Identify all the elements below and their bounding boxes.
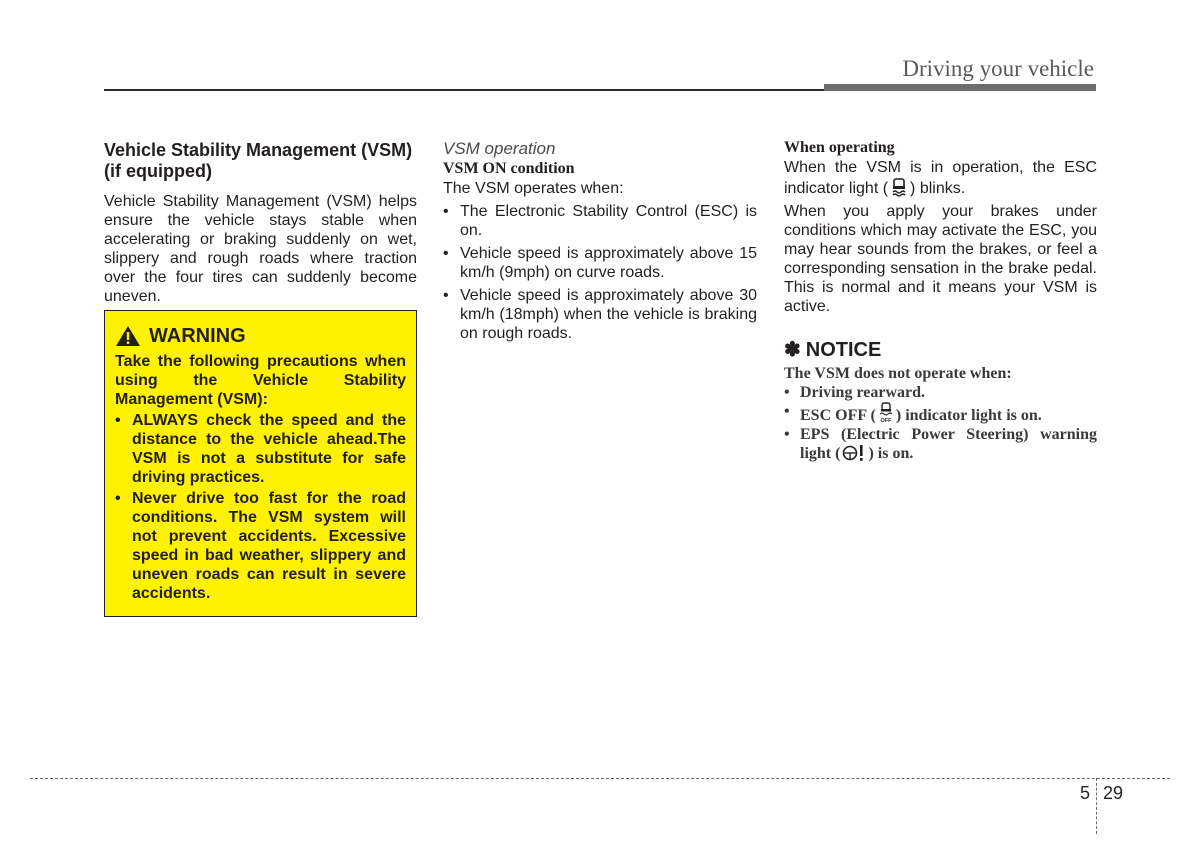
warning-triangle-icon xyxy=(115,325,141,347)
warning-intro: Take the following precautions when using the Vehicle Stability Management (VSM): xyxy=(115,353,406,408)
brake-paragraph: When you apply your brakes under conditions which may activate the ESC, you may hear sounds from the brakes, or feel a corresponding sensation in the brake pedal. This is normal and it means your VSM is active. xyxy=(784,203,1097,315)
condition-intro: The VSM operates when: xyxy=(443,180,624,197)
vsm-operation-heading: VSM operation xyxy=(443,139,556,158)
eps-warning-icon xyxy=(842,444,866,462)
page-number: 29 xyxy=(1103,783,1124,803)
esc-off-icon xyxy=(878,402,894,424)
condition-title: VSM ON condition xyxy=(443,160,575,177)
list-item: • Never drive too fast for the road conditions. The VSM system will not prevent accidents. Excessive speed in bad weather, slippery and uneven roads can result in severe accidents. xyxy=(115,489,406,603)
section-heading: Vehicle Stability Management (VSM) (if equipped) xyxy=(104,140,413,181)
column-middle xyxy=(443,138,757,343)
operation-paragraph: When the VSM is in operation, the ESC indicator light ( ) blinks. xyxy=(784,159,1097,197)
warning-list xyxy=(115,411,406,603)
warning-box xyxy=(104,310,417,617)
esc-indicator-icon xyxy=(890,177,908,197)
chapter-number: 5 xyxy=(1080,783,1091,803)
list-item: • Driving rearward. xyxy=(784,383,1097,402)
list-item: • Vehicle speed is approximately above 15 km/h (9mph) on curve roads. xyxy=(443,244,757,282)
header-rule-thick xyxy=(824,84,1096,91)
notice-list xyxy=(784,383,1097,463)
column-left xyxy=(104,138,417,306)
list-item: • The Electronic Stability Control (ESC) is on. xyxy=(443,202,757,240)
footer-page-divider xyxy=(1096,778,1097,834)
warning-header xyxy=(115,323,406,349)
warning-title: WARNING xyxy=(149,324,246,347)
svg-text:OFF: OFF xyxy=(880,418,892,424)
vsm-description: Vehicle Stability Management (VSM) helps ensure the vehicle stays stable when accelerating or braking suddenly on wet, slippery and rough roads where traction over the four tires can suddenly become uneven. xyxy=(104,193,417,305)
notice-star-icon: ✽ xyxy=(784,338,801,361)
notice-title: NOTICE xyxy=(805,338,882,361)
list-item: • EPS (Electric Power Steering) warning light ( ) is on. xyxy=(784,425,1097,463)
header-rule-thin xyxy=(104,89,824,91)
notice-body xyxy=(784,364,1097,463)
list-item: • ESC OFF ( OFF ) indicator light is on. xyxy=(784,402,1097,425)
when-operating-title: When operating xyxy=(784,139,895,156)
condition-list xyxy=(443,202,757,343)
running-header: Driving your vehicle xyxy=(902,56,1094,81)
notice-header xyxy=(784,338,1097,362)
column-right xyxy=(784,138,1097,463)
notice-intro: The VSM does not operate when: xyxy=(784,365,1012,382)
footer-dashed-rule xyxy=(30,778,1170,779)
list-item: • Vehicle speed is approximately above 30 km/h (18mph) when the vehicle is braking on rough roads. xyxy=(443,286,757,343)
list-item: • ALWAYS check the speed and the distance to the vehicle ahead.The VSM is not a substitute for safe driving practices. xyxy=(115,411,406,487)
